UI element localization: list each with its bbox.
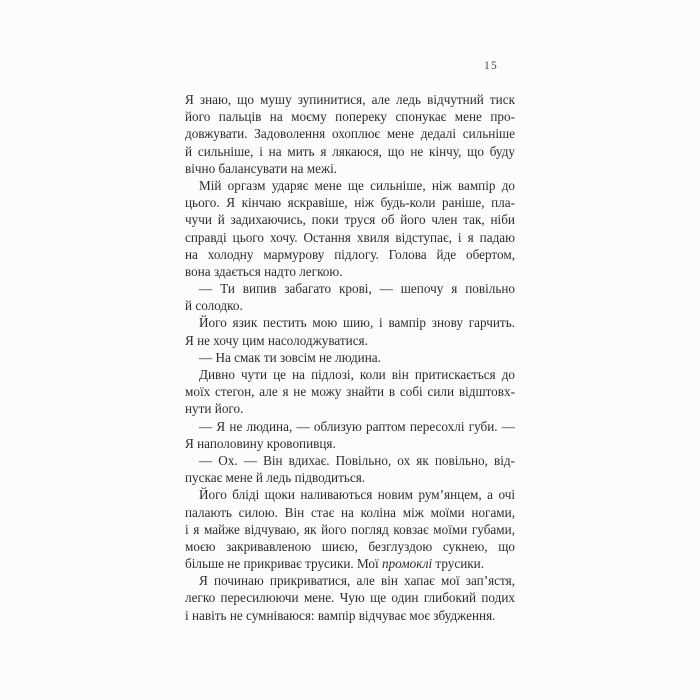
text-line: — На смак ти зовсім не людина. bbox=[199, 349, 381, 365]
text-line: Дивно чути це на підлозі, коли він притискається до bbox=[199, 367, 515, 382]
text-line: Його язик пестить мою шию, і вампір знову гарчить. bbox=[199, 315, 515, 331]
text-line: чучи й задихаючись, поки труся об його член так, ніби bbox=[185, 212, 515, 228]
text-line: Я не хочу цим насолоджуватися. bbox=[185, 332, 368, 348]
text-line: вона здається надто легкою. bbox=[185, 263, 343, 279]
text-line: — Ти випив забагато крові, — шепочу я повільно bbox=[199, 281, 515, 297]
text-line bbox=[185, 555, 515, 572]
text-line: моєю закривавленою шиєю, безглуздою сукнею, що bbox=[185, 538, 515, 554]
paragraph-dialogue bbox=[185, 418, 515, 452]
italic-text: промоклі bbox=[381, 556, 433, 572]
text-segment: трусики. bbox=[432, 556, 485, 572]
paragraph-dialogue bbox=[185, 349, 515, 366]
paragraph bbox=[185, 366, 515, 418]
text-line: і я майже відчуваю, як його погляд ковзає моїми губами, bbox=[185, 521, 515, 537]
paragraph-dialogue bbox=[185, 280, 515, 314]
paragraph bbox=[185, 314, 515, 348]
paragraph bbox=[185, 91, 515, 177]
paragraph bbox=[185, 177, 515, 280]
text-line: — Ох. — Він вдихає. Повільно, ох як повільно, від- bbox=[199, 452, 515, 468]
text-line: вічно балансувати на межі. bbox=[185, 160, 338, 176]
paragraph-dialogue bbox=[185, 452, 515, 486]
text-line: нути його. bbox=[185, 401, 244, 417]
text-line: Я наполовину кровопивця. bbox=[185, 435, 336, 451]
text-line: Я починаю прикриватися, але він хапає мої зап’ястя, bbox=[199, 573, 515, 589]
text-line: його пальців на моєму попереку спонукає мене про- bbox=[185, 109, 515, 125]
text-line: Я знаю, що мушу зупинитися, але ледь відчутний тиск bbox=[185, 92, 515, 107]
paragraph bbox=[185, 572, 515, 624]
text-line: довжувати. Задоволення охоплює мене дедалі сильніше bbox=[185, 126, 515, 142]
paragraph bbox=[185, 486, 515, 572]
text-line: пускає мене й ледь підводиться. bbox=[185, 470, 366, 486]
text-line: й солодко. bbox=[185, 298, 243, 314]
text-line: — Я не людина, — облизую раптом пересохлі губи. — bbox=[199, 418, 515, 434]
text-line: на холодну мармурову підлогу. Голова йде обертом, bbox=[185, 246, 515, 262]
text-line: моїх стегон, але я не можу знайти в собі сили відштовх- bbox=[185, 384, 515, 400]
text-line: Його бліді щоки наливаються новим рум’янцем, а очі bbox=[199, 487, 515, 503]
text-block bbox=[185, 91, 515, 624]
text-line: Мій оргазм ударяє мене ще сильніше, ніж вампір до bbox=[199, 177, 515, 193]
text-line: цього. Я кінчаю яскравіше, ніж будь-коли раніше, пла- bbox=[185, 195, 515, 211]
page-number: 15 bbox=[484, 60, 498, 72]
text-line: легко пересилюючи мене. Чую ще один глибокий подих bbox=[185, 590, 515, 606]
text-line: справді цього хочу. Остання хвиля відступає, і я падаю bbox=[185, 229, 515, 245]
text-line: і навіть не сумніваюся: вампір відчуває моє збудження. bbox=[185, 607, 496, 623]
text-line: палають силою. Він стає на коліна між моїми ногами, bbox=[185, 504, 515, 520]
text-segment: більше не прикриває трусики. Мої bbox=[185, 556, 382, 572]
text-line: й сильніше, і на мить я лякаюся, що не кінчу, що буду bbox=[185, 143, 515, 159]
